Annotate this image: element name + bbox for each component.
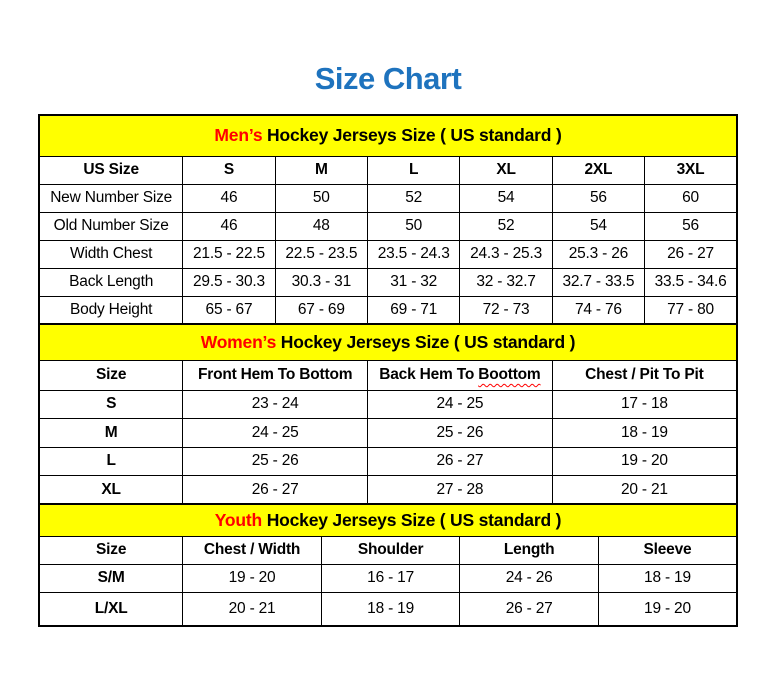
womens-banner-text: Hockey Jerseys Size ( US standard ) — [280, 331, 576, 352]
mens-table-banner — [39, 115, 737, 156]
size-cell: 18 - 19 — [552, 419, 737, 448]
mens-banner-text: Hockey Jerseys Size ( US standard ) — [267, 125, 562, 146]
size-cell: 33.5 - 34.6 — [645, 268, 737, 296]
row-label: S — [39, 390, 183, 419]
table-row — [39, 184, 737, 212]
column-header: XL — [460, 156, 552, 184]
size-cell: 56 — [552, 184, 644, 212]
row-label: S/M — [39, 564, 183, 592]
size-cell: 52 — [460, 212, 552, 240]
size-cell: 31 - 32 — [368, 268, 460, 296]
size-cell: 19 - 20 — [183, 564, 322, 592]
size-cell: 32 - 32.7 — [460, 268, 552, 296]
size-cell: 26 - 27 — [645, 240, 737, 268]
size-cell: 54 — [460, 184, 552, 212]
size-cell: 60 — [645, 184, 737, 212]
row-label: M — [39, 419, 183, 448]
table-row — [39, 390, 737, 419]
womens-table-banner — [39, 324, 737, 360]
table-row — [39, 240, 737, 268]
size-cell: 19 - 20 — [552, 447, 737, 476]
table-row — [39, 592, 737, 626]
size-cell: 24.3 - 25.3 — [460, 240, 552, 268]
size-cell: 20 - 21 — [552, 476, 737, 505]
youth-header-row — [39, 536, 737, 564]
size-cell: 17 - 18 — [552, 390, 737, 419]
row-label: L — [39, 447, 183, 476]
womens-size-table — [38, 323, 738, 505]
column-header: 2XL — [552, 156, 644, 184]
size-cell: 23.5 - 24.3 — [368, 240, 460, 268]
youth-table-banner — [39, 504, 737, 536]
size-cell: 25 - 26 — [368, 419, 553, 448]
size-cell: 18 - 19 — [321, 592, 460, 626]
size-cell: 67 - 69 — [275, 296, 367, 324]
size-cell: 23 - 24 — [183, 390, 368, 419]
size-cell: 18 - 19 — [598, 564, 737, 592]
womens-banner-row — [39, 324, 737, 360]
size-cell: 20 - 21 — [183, 592, 322, 626]
size-cell: 24 - 26 — [460, 564, 599, 592]
column-header: M — [275, 156, 367, 184]
column-header: Length — [460, 536, 599, 564]
table-row — [39, 212, 737, 240]
table-row — [39, 564, 737, 592]
mens-banner-highlight: Men’s — [214, 125, 263, 146]
column-header: L — [368, 156, 460, 184]
size-cell: 50 — [275, 184, 367, 212]
size-cell: 74 - 76 — [552, 296, 644, 324]
size-cell: 19 - 20 — [598, 592, 737, 626]
size-cell: 16 - 17 — [321, 564, 460, 592]
misspelled-word: Boottom — [478, 366, 541, 384]
size-cell: 54 — [552, 212, 644, 240]
column-header: Front Hem To Bottom — [183, 360, 368, 390]
womens-banner-highlight: Women’s — [200, 331, 277, 352]
table-row — [39, 296, 737, 324]
size-cell: 26 - 27 — [368, 447, 553, 476]
size-cell: 30.3 - 31 — [275, 268, 367, 296]
size-cell: 56 — [645, 212, 737, 240]
size-cell: 48 — [275, 212, 367, 240]
size-cell: 52 — [368, 184, 460, 212]
size-cell: 26 - 27 — [460, 592, 599, 626]
table-row — [39, 268, 737, 296]
row-label: Body Height — [39, 296, 183, 324]
youth-size-table — [38, 503, 738, 627]
column-header: Size — [39, 360, 183, 390]
page-title: Size Chart — [314, 61, 462, 96]
column-header: Chest / Pit To Pit — [552, 360, 737, 390]
column-header: 3XL — [645, 156, 737, 184]
column-header: Chest / Width — [183, 536, 322, 564]
row-label: XL — [39, 476, 183, 505]
mens-header-row — [39, 156, 737, 184]
column-header-prefix: Back Hem To — [379, 366, 479, 384]
size-cell: 25 - 26 — [183, 447, 368, 476]
row-label: New Number Size — [39, 184, 183, 212]
size-cell: 50 — [368, 212, 460, 240]
row-label: Old Number Size — [39, 212, 183, 240]
size-cell: 26 - 27 — [183, 476, 368, 505]
size-tables-container — [0, 114, 776, 627]
row-label: Width Chest — [39, 240, 183, 268]
size-cell: 24 - 25 — [368, 390, 553, 419]
size-cell: 27 - 28 — [368, 476, 553, 505]
youth-banner-text: Hockey Jerseys Size ( US standard ) — [266, 509, 562, 530]
row-label: Back Length — [39, 268, 183, 296]
youth-banner-highlight: Youth — [214, 509, 263, 530]
column-header: Size — [39, 536, 183, 564]
column-header: S — [183, 156, 275, 184]
table-row — [39, 476, 737, 505]
mens-size-table — [38, 114, 738, 325]
mens-banner-row — [39, 115, 737, 156]
column-header: Sleeve — [598, 536, 737, 564]
size-cell: 46 — [183, 212, 275, 240]
size-cell: 72 - 73 — [460, 296, 552, 324]
row-label: L/XL — [39, 592, 183, 626]
column-header: US Size — [39, 156, 183, 184]
size-cell: 69 - 71 — [368, 296, 460, 324]
size-cell: 46 — [183, 184, 275, 212]
size-cell: 22.5 - 23.5 — [275, 240, 367, 268]
table-row — [39, 419, 737, 448]
size-cell: 25.3 - 26 — [552, 240, 644, 268]
size-cell: 65 - 67 — [183, 296, 275, 324]
size-cell: 77 - 80 — [645, 296, 737, 324]
size-cell: 32.7 - 33.5 — [552, 268, 644, 296]
youth-banner-row — [39, 504, 737, 536]
womens-header-row — [39, 360, 737, 390]
column-header: Shoulder — [321, 536, 460, 564]
column-header-misspelled — [368, 360, 553, 390]
size-cell: 29.5 - 30.3 — [183, 268, 275, 296]
table-row — [39, 447, 737, 476]
size-cell: 24 - 25 — [183, 419, 368, 448]
size-cell: 21.5 - 22.5 — [183, 240, 275, 268]
